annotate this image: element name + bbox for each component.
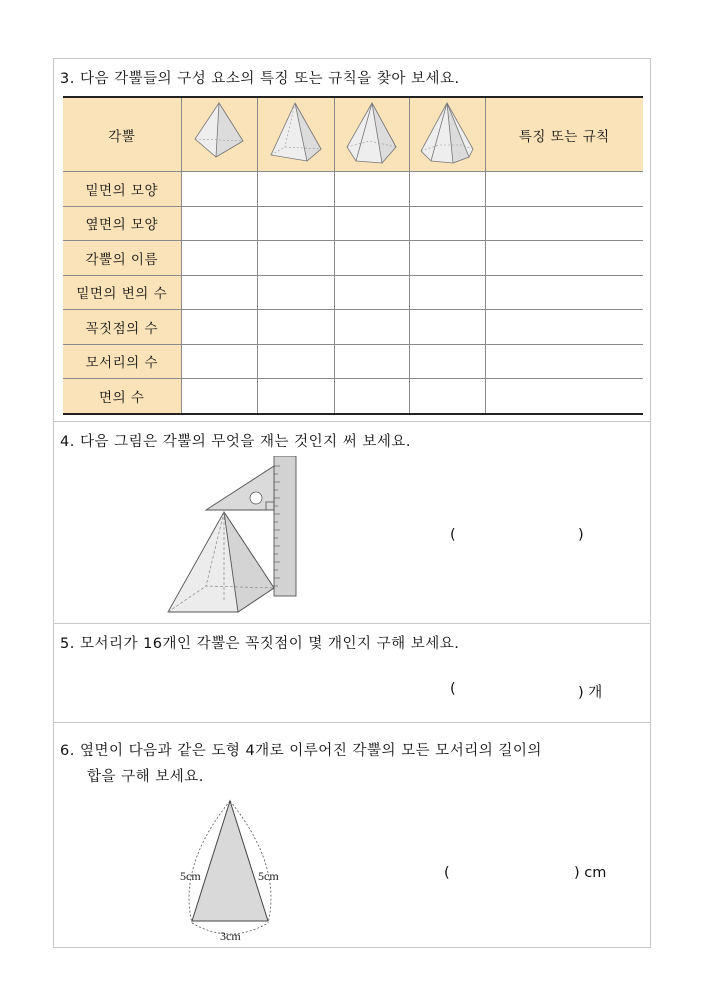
table-row xyxy=(63,344,643,379)
row-label: 옆면의 모양 xyxy=(63,206,181,241)
answer-cell[interactable] xyxy=(181,172,257,207)
base-length-label: 3cm xyxy=(220,929,241,943)
table-row xyxy=(63,172,643,207)
square-pyramid-image xyxy=(265,99,327,167)
table-row xyxy=(63,310,643,345)
answer-cell[interactable] xyxy=(485,344,643,379)
pentagonal-pyramid-image xyxy=(342,99,402,167)
hexagonal-pyramid-image xyxy=(417,99,477,167)
answer-cell[interactable] xyxy=(409,275,485,310)
answer-cell[interactable] xyxy=(334,310,409,345)
left-side-length-label: 5cm xyxy=(180,869,201,883)
pyramid-image-cell xyxy=(409,97,485,172)
question-5-section xyxy=(54,624,650,723)
table-row xyxy=(63,241,643,276)
pyramid-image-cell xyxy=(257,97,334,172)
answer-cell[interactable] xyxy=(181,275,257,310)
answer-cell[interactable] xyxy=(485,241,643,276)
answer-cell[interactable] xyxy=(334,241,409,276)
triangular-pyramid-image xyxy=(189,99,249,167)
answer-cell[interactable] xyxy=(485,172,643,207)
table-row xyxy=(63,379,643,414)
answer-cell[interactable] xyxy=(485,206,643,241)
answer-open-paren: ( xyxy=(450,527,456,543)
pyramid-image-cell xyxy=(181,97,257,172)
question-4-title: 4. 다음 그림은 각뿔의 무엇을 재는 것인지 써 보세요. xyxy=(60,434,411,450)
question-6-title-line-2: 합을 구해 보세요. xyxy=(87,769,204,785)
header-pyramid-label: 각뿔 xyxy=(63,97,181,172)
worksheet xyxy=(53,58,651,948)
answer-cell[interactable] xyxy=(409,206,485,241)
table-row xyxy=(63,275,643,310)
pyramid-properties-table xyxy=(63,96,643,415)
question-3-title: 3. 다음 각뿔들의 구성 요소의 특징 또는 규칙을 찾아 보세요. xyxy=(60,71,460,87)
question-4-section xyxy=(54,422,650,624)
answer-cell[interactable] xyxy=(257,275,334,310)
answer-cell[interactable] xyxy=(257,172,334,207)
table-row xyxy=(63,206,643,241)
right-side-length-label: 5cm xyxy=(258,869,279,883)
answer-cell[interactable] xyxy=(181,310,257,345)
answer-cell[interactable] xyxy=(485,275,643,310)
answer-cell[interactable] xyxy=(409,379,485,414)
answer-cell[interactable] xyxy=(334,379,409,414)
answer-cell[interactable] xyxy=(409,172,485,207)
answer-cell[interactable] xyxy=(257,206,334,241)
answer-cell[interactable] xyxy=(334,344,409,379)
question-6-title-line-1: 6. 옆면이 다음과 같은 도형 4개로 이루어진 각뿔의 모든 모서리의 길이의 xyxy=(60,743,542,759)
answer-cell[interactable] xyxy=(409,241,485,276)
answer-close-unit: ) cm xyxy=(574,865,607,881)
answer-open-paren: ( xyxy=(450,681,456,697)
row-label: 밑면의 변의 수 xyxy=(63,275,181,310)
answer-cell[interactable] xyxy=(409,344,485,379)
row-label: 면의 수 xyxy=(63,379,181,414)
answer-cell[interactable] xyxy=(485,310,643,345)
row-label: 각뿔의 이름 xyxy=(63,241,181,276)
answer-cell[interactable] xyxy=(257,241,334,276)
answer-cell[interactable] xyxy=(257,344,334,379)
header-feature-rule-label: 특징 또는 규칙 xyxy=(485,97,643,172)
question-3-section xyxy=(54,59,650,422)
question-6-section xyxy=(54,723,650,949)
answer-cell[interactable] xyxy=(409,310,485,345)
answer-cell[interactable] xyxy=(334,172,409,207)
isosceles-triangle-face-figure xyxy=(172,795,312,945)
table-header-row xyxy=(63,97,643,172)
pyramid-image-cell xyxy=(334,97,409,172)
answer-close-unit: ) 개 xyxy=(578,685,603,701)
answer-cell[interactable] xyxy=(181,379,257,414)
answer-open-paren: ( xyxy=(444,865,450,881)
answer-cell[interactable] xyxy=(181,241,257,276)
answer-cell[interactable] xyxy=(181,344,257,379)
answer-cell[interactable] xyxy=(485,379,643,414)
row-label: 꼭짓점의 수 xyxy=(63,310,181,345)
answer-cell[interactable] xyxy=(257,310,334,345)
row-label: 밑면의 모양 xyxy=(63,172,181,207)
answer-cell[interactable] xyxy=(257,379,334,414)
question-5-title: 5. 모서리가 16개인 각뿔은 꼭짓점이 몇 개인지 구해 보세요. xyxy=(60,636,460,652)
answer-close-paren: ) xyxy=(578,527,584,543)
row-label: 모서리의 수 xyxy=(63,344,181,379)
answer-cell[interactable] xyxy=(181,206,257,241)
answer-cell[interactable] xyxy=(334,206,409,241)
pyramid-height-measurement-figure xyxy=(166,456,306,616)
answer-cell[interactable] xyxy=(334,275,409,310)
